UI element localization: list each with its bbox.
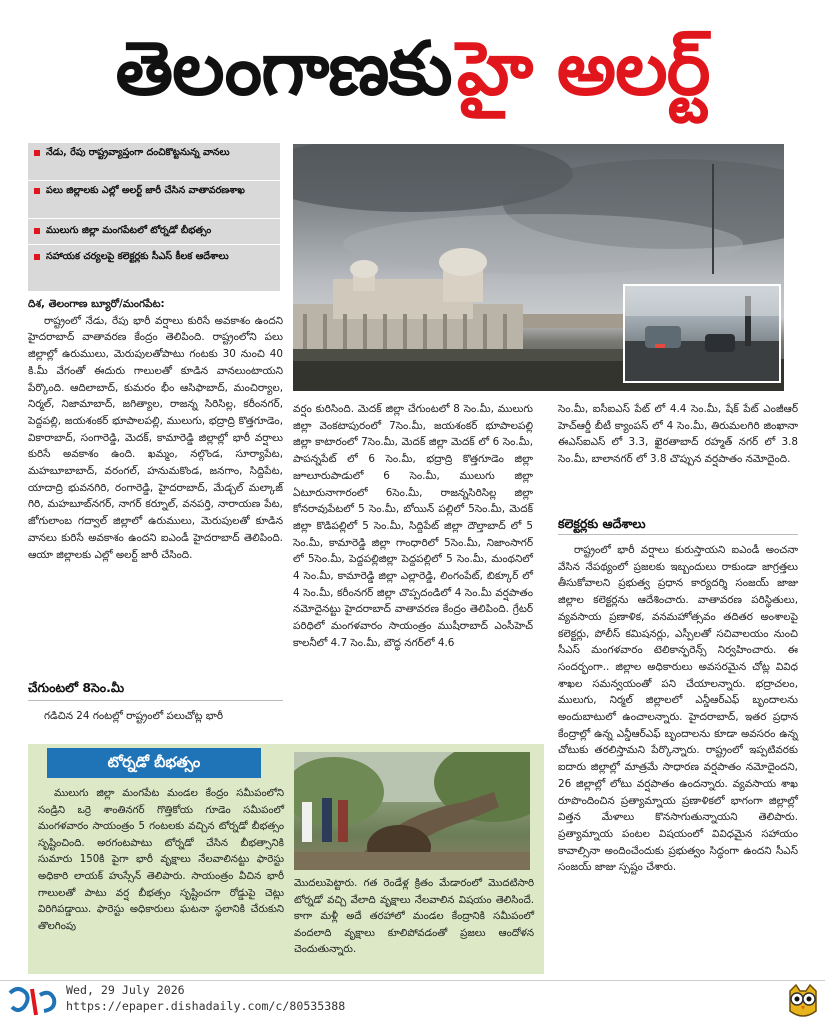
rain-traffic-photo (623, 284, 781, 383)
highlight-text: పలు జిల్లాలకు ఎల్లో అలర్ట్ జారీ చేసిన వాతావరణశాఖ (46, 185, 245, 196)
box-paragraph: ములుగు జిల్లా మంగపేట మండల కేంద్రం సమీపంలోని సండ్రిని ఒర్రె శాంతినగర్ గొత్తికోయ గూడెం సమీపంలో మంగళవారం సాయంత్రం 5 గంటలకు వచ్చిన టోర్నడో బీభత్సం సృష్టించింది. అరగంటపాటు టోర్నడో చేసిన బీభత్సానికి సుమారు 150కి పైగా భారీ వృక్షాలు నేలవాలినట్టు ఫారెస్టు అధికారి లాయక్ హుస్సేన్ తెలిపారు. సాయంత్రం వీచిన భారీ గాలులతో పాటు వర్ష బీభత్సం సృష్టించగా రోడ్డుపై చెట్లు విరిగిపడ్డాయి. ఫారెస్టు అధికారులు ఘటనా స్థలానికి చేరుకుని తొలగింపు (38, 788, 284, 932)
dateline: దిశ, తెలంగాణ బ్యూరో/మంగపేట: (28, 298, 165, 310)
highlight-text: సహాయక చర్యలపై కలెక్టర్లకు సీఎస్ కీలక ఆదేశాలు (46, 251, 229, 262)
owl-icon (786, 983, 820, 1019)
bullet-icon (34, 228, 40, 234)
footer-date: Wed, 29 July 2026 (66, 983, 185, 997)
article-paragraph: రాష్ట్రంలో నేడు, రేపు భారీ వర్షాలు కురిసే అవకాశం ఉందని హైదరాబాద్ వాతావరణ కేంద్రం తెలిపింది. రాష్ట్రంలోని పలు జిల్లాల్లో ఉరుములు, మెరుపులతోపాటు గంటకు 30 నుంచి 40 కి.మీ వేగంతో ఈదురు గాలులతో కూడిన వానలుంటాయని పేర్కొంది. ఆదిలాబాద్, కుమరం భీం ఆసిఫాబాద్, మంచిర్యాల, నిర్మల్, నిజామాబాద్, జగిత్యాల, రాజన్న సిరిసిల్ల, కరీంనగర్, పెద్దపల్లి, జయశంకర్ భూపాలపల్లి, ములుగు, భద్రాద్రి కొత్తగూడెం, వికారాబాద్, సంగారెడ్డి, మెదక్, కామారెడ్డి జిల్లాల్లో భారీ వర్షాలు కురిసే అవకాశం ఉంది. ఖమ్మం, నల్గొండ, సూర్యాపేట, మహబూబాబాద్, వరంగల్, హనుమకొండ, జనగాం, సిద్దిపేట, యాదాద్రి భువనగిరి, రంగారెడ్డి, హైదరాబాద్, మేడ్చల్ మల్కాజ్ గిరి, మహబూబ్‌నగర్, నాగర్ కర్నూల్, వనపర్తి, నారాయణ పేట, జోగులాంబ గద్వాల్ జిల్లాలో ఉరుములు, మెరుపులతో కూడిన వానలు కురిసే అవకాశం ఉందని ఐఎండీ హైదరాబాద్ తెలిపింది. ఆయా జిల్లాలకు ఎల్లో అలర్ట్ జారీ చేసింది. (28, 314, 283, 561)
tornado-column-left (38, 786, 284, 935)
footer-rule (0, 980, 825, 981)
headline-part-1: తెలంగాణకు (115, 26, 452, 112)
highlight-item (28, 223, 280, 245)
subheading-rule (28, 700, 283, 701)
article-paragraph: రాష్ట్రంలో భారీ వర్షాలు కురుస్తాయని ఐఎండీ అంచనా వేసిన నేపథ్యంలో ప్రజలకు ఇబ్బందులు రాకుండా జాగ్రత్తలు తీసుకోవాలని ప్రభుత్వ ప్రధాన కార్యదర్శి సంజయ్ జాజు జిల్లాల కలెక్టర్లను ఆదేశించారు. వాతావరణ పరిస్థితులు, వ్యవసాయ ప్రణాళిక, వనమహోత్సవం తదితర అంశాలపై కలెక్టర్లు, పోలీస్ కమిషనర్లు, ఎస్పీలతో సచివాలయం నుంచి సీఎస్ మంగళవారం టెలికాన్ఫరెన్స్ నిర్వహించారు. ఈ సందర్భంగా.. జిల్లాల అధికారులు అవసరమైన చోట్ల వివిధ శాఖల సమన్వయంతో పని చేయాలన్నారు. భద్రాచలం, ములుగు, నిర్మల్ జిల్లాలలో ఎన్డీఆర్ఎఫ్ బృందాలను అందుబాటులో ఉంచాలన్నారు. హైదరాబాద్, ఇతర ప్రధాన కేంద్రాల్లో ఉన్న ఎన్డీఆర్ఎఫ్ బృందాలను కూడా అవసరం ఉన్న చోటుకు తరలిస్తామని పేర్కొన్నారు. రాష్ట్రంలో ఇప్పటివరకు ఐదారు జిల్లాల్లో మాత్రమే సాధారణ వర్షపాతం నమోదైందని, 26 జిల్లాల్లో లోటు వర్షపాతం ఉందన్నారు. వ్యవసాయ శాఖ రూపొందించిన ప్రత్యామ్నాయ ప్రణాళికలో భాగంగా జిల్లాల్లో విత్తన మేళాలు కొనసాగుతున్నాయని తెలిపారు. ప్రత్యామ్నాయ పంటల విషయంలో వివిధమైన సహాయం కావాల్సినా అందించేందుకు ప్రభుత్వం సిద్ధంగా ఉందని సీఎస్ సంజయ్ జాజు స్పష్టం చేశారు. (558, 544, 798, 874)
disha-logo (6, 981, 58, 1021)
article-column-2 (293, 401, 533, 652)
article-paragraph: వర్షం కురిసింది. మెదక్ జిల్లా చేగుంటలో 8 సెం.మీ, ములుగు జిల్లా వెంకటాపురంలో 7సెం.మీ, జయశంకర్ భూపాలపల్లి జిల్లా కాటారంలో 7సెం.మీ, మెదక్ జిల్లా మెదక్ లో 6 సెం.మీ, పాపన్నపేట్ లో 6 సెం.మీ, భద్రాద్రి కొత్తగూడెం జిల్లా జూలూరుపాడులో 6 సెం.మీ, ములుగు జిల్లా ఏటూరునాగారంలో 6సెం.మీ, రాజన్నసిరిసిల్ల జిల్లా కోనరావుపేటలో 5 సెం.మీ, బోయిన్ పల్లిలో 5సెం.మీ, మెదక్ జిల్లా కొడిపల్లిలో 5 సెం.మీ, సిద్దిపేట్ జిల్లా దౌల్తాబాద్ లో 5 సెం.మీ, కామారెడ్డి జిల్లా గాంధారిలో 5సెం.మీ, నిజాంసాగర్ లో 5సెం.మీ, పెద్దపల్లిజిల్లా పెద్దపల్లిలో 5 సెం.మీ, మంథనిలో 4 సెం.మీ, కామారెడ్డి జిల్లా ఎల్లారెడ్డి, లింగంపేట్, బిక్కూర్ లో 4 సెం.మీ, కరీంనగర్ జిల్లా చొప్పదండిలో 4 సెం.మీ వర్షపాతం నమోదైనట్టు హైదరాబాద్ వాతావరణ కేంద్రం తెలిపింది. గ్రేటర్ పరిధిలో మంగళవారం సాయంత్రం ముషీరాబాద్ ఎంసీహెచ్ కాలనీలో 4.7 సెం.మీ, బౌద్ధ నగర్‌లో 4.6 (293, 403, 533, 649)
highlight-item (28, 145, 280, 181)
subheading-chegunta: చేగుంటలో 8సెం.మీ (28, 680, 125, 695)
article-column-1 (28, 296, 283, 563)
highlight-item (28, 249, 280, 287)
highlight-text: ములుగు జిల్లా మంగపేటలో టోర్నడో బీభత్సం (46, 225, 212, 236)
tornado-column-right (294, 876, 534, 959)
fallen-tree-photo (294, 752, 530, 870)
box-paragraph: మొదలుపెట్టారు. గత రెండేళ్ల క్రితం మేడారంలో మొదటిసారి టోర్నడో వచ్చి వేలాది వృక్షాలు నేలవాలిన విషయం తెలిసిందే. కాగా మళ్లీ అదే తరహాలో మండల కేంద్రానికి సమీపంలో వందలాది వృక్షాలు కూలిపోవడంతో ప్రజలు ఆందోళన చెందుతున్నారు. (294, 878, 534, 956)
subheading-collectors: కలెక్టర్లకు ఆదేశాలు (558, 516, 646, 531)
bullet-icon (34, 188, 40, 194)
bullet-icon (34, 254, 40, 260)
bullet-icon (34, 150, 40, 156)
article-column-1-tail (28, 708, 283, 725)
tornado-box-title: టోర్నడో బీభత్సం (47, 748, 261, 778)
highlight-item (28, 183, 280, 219)
article-paragraph: సెం.మీ, ఐసీఐఎస్ పేట్ లో 4.4 సెం.మీ, షేక్ పేట్ ఎంజీఆర్ హెచ్‌ఆర్డీ బీటీ క్యాంపస్ లో 4 సెం.మీ, తిరుమలగిరి జింఖానా ఈఎస్ఐఎస్ లో 3.3, ఖైరతాబాద్ రహ్మత్ నగర్ లో 3.8 సెం.మీ, బాలానగర్ లో 3.8 చొప్పున వర్షపాతం నమోదైంది. (558, 403, 798, 466)
highlight-text: నేడు, రేపు రాష్ట్రవ్యాప్తంగా దంచికొట్టనున్న వానలు (46, 147, 230, 158)
article-column-3-body (558, 542, 798, 876)
article-column-3 (558, 401, 798, 468)
footer-url[interactable]: https://epaper.dishadaily.com/c/80535388 (66, 999, 346, 1013)
headline (0, 0, 825, 138)
subheading-rule (558, 534, 798, 535)
headline-part-2: హై అలర్ట్ (456, 26, 710, 112)
article-paragraph: గడిచిన 24 గంటల్లో రాష్ట్రంలో పలుచోట్ల భారీ (44, 710, 224, 722)
highlights-box (28, 143, 280, 291)
